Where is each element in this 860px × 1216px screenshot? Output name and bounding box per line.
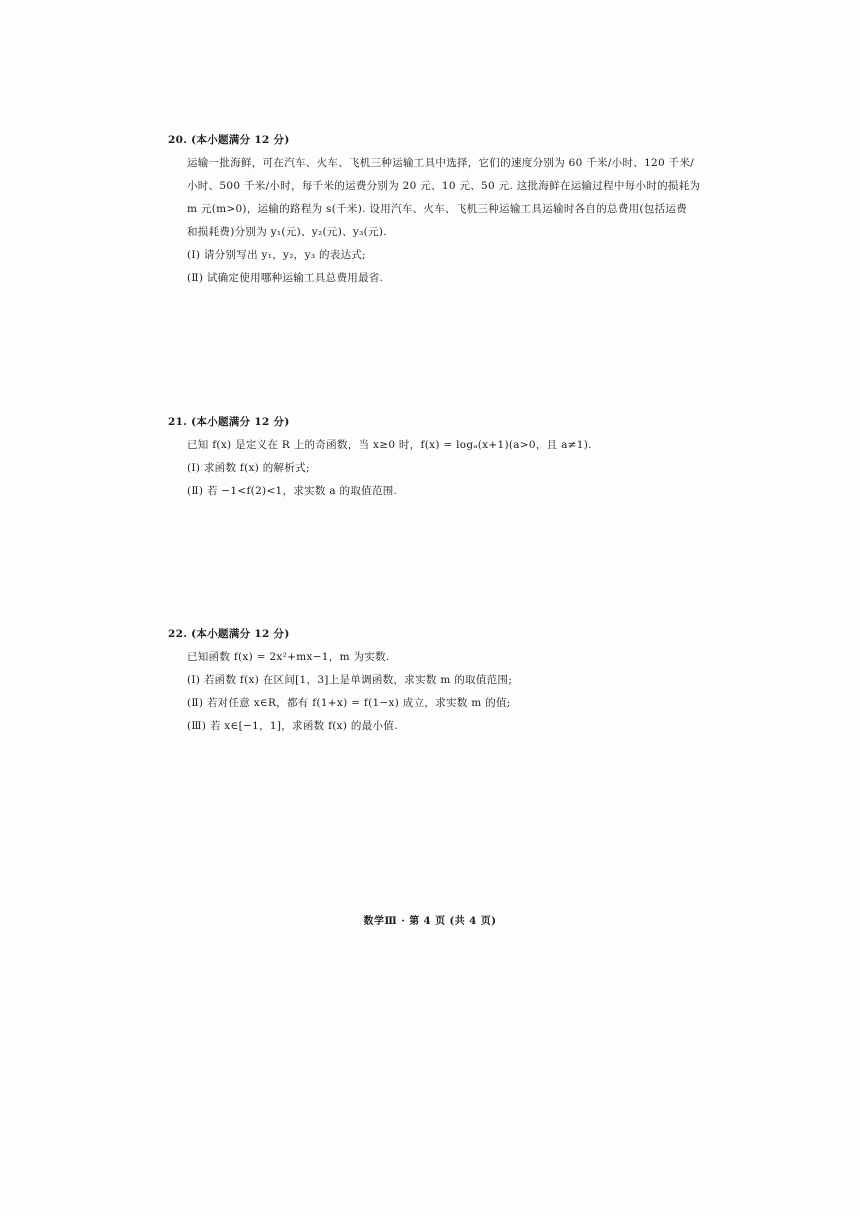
problem-20-part-1: (Ⅰ) 请分别写出 y₁，y₂，y₃ 的表达式; xyxy=(187,249,367,261)
problem-21 xyxy=(168,411,728,503)
problem-21-part-2: (Ⅱ) 若 −1<f(2)<1，求实数 a 的取值范围. xyxy=(187,485,398,497)
problem-20-line-1: 运输一批海鲜，可在汽车、火车、飞机三种运输工具中选择，它们的速度分别为 60 千米/小时、120 千米/ xyxy=(187,157,695,169)
problem-20-line-3: m 元(m>0)，运输的路程为 s(千米). 设用汽车、火车、飞机三种运输工具运输时各自的总费用(包括运费 xyxy=(187,203,688,215)
problem-22-header: 22. (本小题满分 12 分) xyxy=(168,628,290,640)
problem-22-part-1: (Ⅰ) 若函数 f(x) 在区间[1，3]上是单调函数，求实数 m 的取值范围; xyxy=(187,674,513,686)
problem-22-part-2: (Ⅱ) 若对任意 x∈R，都有 f(1+x) = f(1−x) 成立，求实数 m 的值; xyxy=(187,697,511,709)
problem-20-line-4: 和损耗费)分别为 y₁(元)、y₂(元)、y₃(元). xyxy=(187,226,387,238)
page-footer: 数学Ⅲ · 第 4 页 (共 4 页) xyxy=(363,916,497,927)
problem-20-line-2: 小时、500 千米/小时，每千米的运费分别为 20 元、10 元、50 元. 这批海鲜在运输过程中每小时的损耗为 xyxy=(187,180,701,192)
problem-22-part-3: (Ⅲ) 若 x∈[−1，1]，求函数 f(x) 的最小值. xyxy=(187,720,398,732)
problem-21-part-1: (Ⅰ) 求函数 f(x) 的解析式; xyxy=(187,462,310,474)
problem-21-line-1: 已知 f(x) 是定义在 R 上的奇函数，当 x≥0 时，f(x) = logₐ(x+1)(a>0，且 a≠1). xyxy=(187,439,592,451)
problem-20 xyxy=(168,129,728,290)
problem-22 xyxy=(168,623,728,738)
problem-21-header: 21. (本小题满分 12 分) xyxy=(168,416,290,428)
problem-20-part-2: (Ⅱ) 试确定使用哪种运输工具总费用最省. xyxy=(187,272,384,284)
problem-20-header: 20. (本小题满分 12 分) xyxy=(168,134,290,146)
problem-22-line-1: 已知函数 f(x) = 2x²+mx−1，m 为实数. xyxy=(187,651,390,663)
